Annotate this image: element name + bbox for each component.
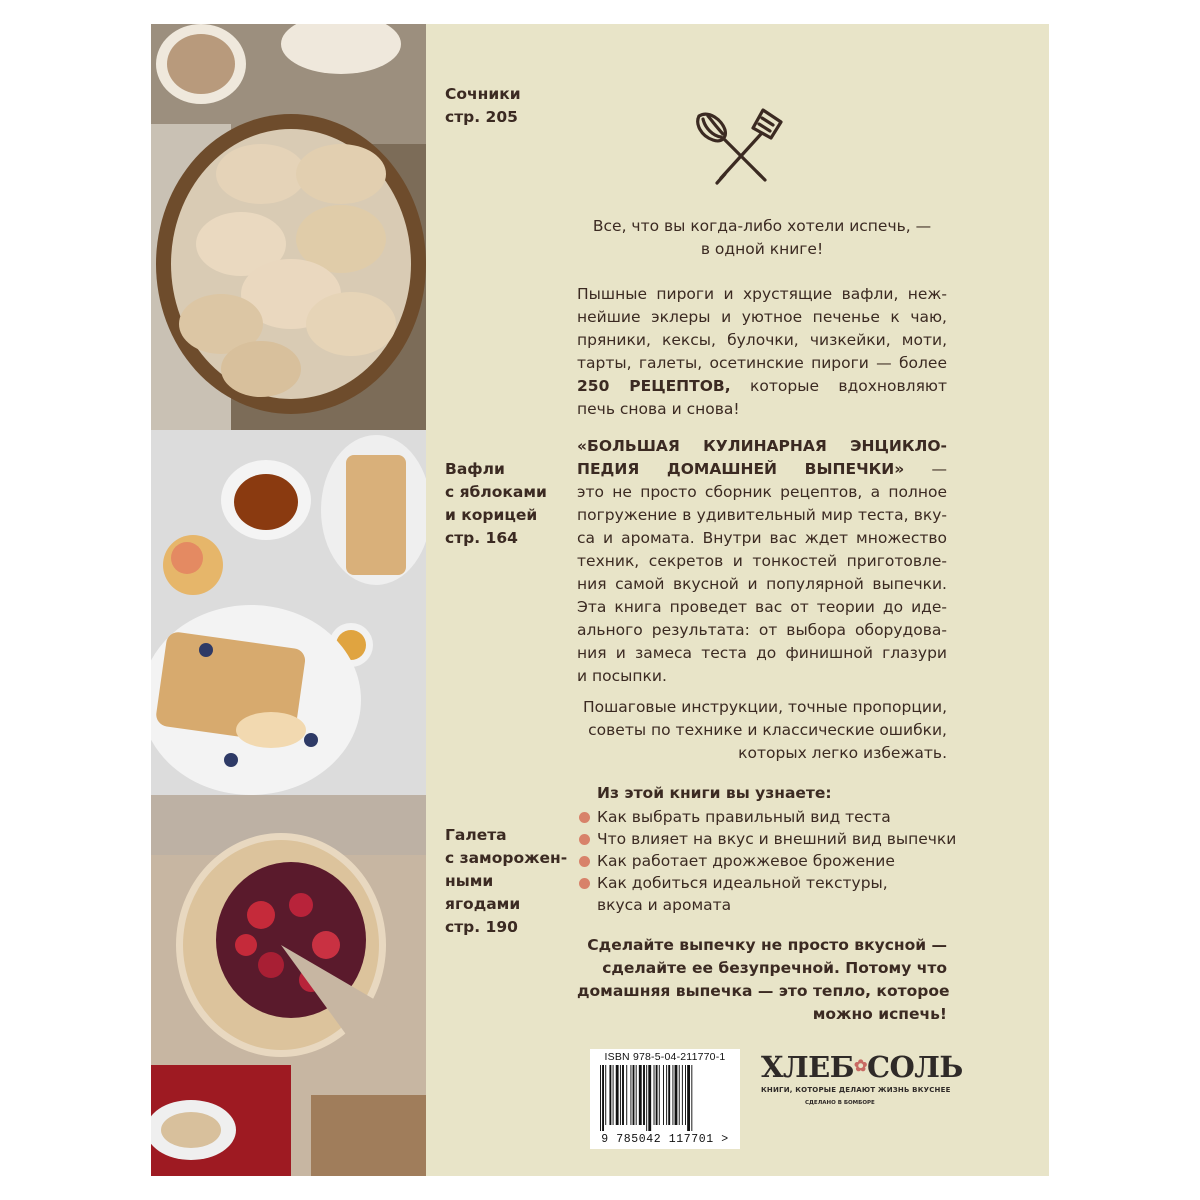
paragraph-instructions — [577, 696, 947, 765]
caption-line: Вафли — [445, 460, 505, 478]
closing-statement — [577, 934, 950, 1026]
text-line: и посыпки. — [577, 667, 667, 685]
caption-galette — [445, 824, 567, 939]
list-item-text: Как выбрать правильный вид теста — [597, 808, 891, 826]
publisher-logo — [761, 1050, 963, 1106]
caption-line: стр. 205 — [445, 108, 518, 126]
learn-list — [577, 806, 957, 916]
caption-line: ными — [445, 872, 494, 890]
text-line: погружение в удивительный мир теста, вку- — [577, 506, 947, 524]
isbn-barcode — [590, 1049, 740, 1149]
photo-galette — [151, 795, 426, 1176]
text-line: са и аромата. Внутри вас ждет множество — [577, 529, 947, 547]
text-line: это не просто сборник рецептов, а полное — [577, 483, 947, 501]
text-line: ального результата: от выбора оборудова- — [577, 621, 947, 639]
text-line: сделайте ее безупречной. Потому что — [602, 959, 947, 977]
text-line: Эта книга проведет вас от теории до иде- — [577, 598, 947, 616]
book-title-part: «БОЛЬШАЯ КУЛИНАРНАЯ ЭНЦИКЛО- — [577, 437, 947, 455]
caption-line: с яблоками — [445, 483, 547, 501]
caption-syrniki — [445, 83, 521, 129]
publisher-imprint: СДЕЛАНО В БОМБОРЕ — [805, 1100, 875, 1106]
publisher-wordmark — [761, 1050, 963, 1084]
book-back-cover — [151, 24, 1049, 1176]
text-line: Пошаговые инструкции, точные пропорции, — [582, 698, 947, 716]
publisher-tagline: КНИГИ, КОТОРЫЕ ДЕЛАЮТ ЖИЗНЬ ВКУСНЕЕ — [761, 1086, 951, 1094]
caption-waffles — [445, 458, 547, 550]
isbn-number: ISBN 978-5-04-211770-1 — [604, 1051, 726, 1063]
caption-line: с заморожен- — [445, 849, 568, 867]
text-line: ния и замеса теста до финишной глазури — [577, 644, 947, 662]
text-line: печь снова и снова! — [577, 400, 740, 418]
bullet-dot — [579, 878, 590, 889]
photo-pastries — [151, 24, 426, 430]
flower-icon: ✿ — [854, 1056, 867, 1075]
text-line: Сделайте выпечку не просто вкусной — — [587, 936, 947, 954]
wordmark-part: СОЛЬ — [866, 1050, 963, 1084]
text-fragment: — — [904, 460, 947, 478]
whisk-and-spatula-icon — [691, 104, 791, 189]
list-item-text: вкуса и аромата — [597, 896, 732, 914]
list-item — [577, 828, 957, 850]
bullet-dot — [579, 834, 590, 845]
barcode-digits: 9 785042 117701 > — [601, 1133, 729, 1146]
text-line — [577, 458, 947, 481]
text-line: можно испечь! — [812, 1005, 947, 1023]
wordmark-part: ХЛЕБ — [761, 1050, 855, 1084]
intro-line: Все, что вы когда-либо хотели испечь, — — [592, 217, 932, 235]
paragraph-encyclopedia — [577, 435, 947, 688]
photo-waffles — [151, 430, 426, 795]
learn-list-title: Из этой книги вы узнаете: — [597, 784, 832, 802]
text-line: ния самой вкусной и популярной выпечки. — [577, 575, 947, 593]
text-line — [577, 435, 947, 458]
barcode-bars — [598, 1065, 732, 1131]
text-line: нейшие эклеры и уютное печенье к чаю, — [577, 308, 947, 326]
text-line: техник, секретов и тонкостей приготовле- — [577, 552, 947, 570]
bullet-dot — [579, 856, 590, 867]
caption-line: Сочники — [445, 85, 521, 103]
text-fragment: которые вдохновляют — [730, 377, 947, 395]
text-line — [577, 375, 947, 398]
text-line: тарты, галеты, осетинские пироги — более — [577, 354, 947, 372]
text-line: Пышные пироги и хрустящие вафли, неж- — [577, 285, 947, 303]
book-title-part: ПЕДИЯ ДОМАШНЕЙ ВЫПЕЧКИ» — [577, 460, 905, 478]
paragraph-recipes — [577, 283, 947, 421]
list-item — [577, 806, 957, 828]
caption-line: стр. 164 — [445, 529, 518, 547]
caption-line: стр. 190 — [445, 918, 518, 936]
text-line: пряники, кексы, булочки, чизкейки, моти, — [577, 331, 947, 349]
intro-line: в одной книге! — [700, 240, 824, 258]
text-line: которых легко избежать. — [738, 744, 947, 762]
list-item — [577, 872, 957, 916]
caption-line: Галета — [445, 826, 507, 844]
list-item-text: Что влияет на вкус и внешний вид выпечки — [597, 830, 957, 848]
recipe-count: 250 РЕЦЕПТОВ, — [577, 377, 731, 395]
bullet-dot — [579, 812, 590, 823]
intro-text — [577, 215, 947, 261]
list-item-text: Как работает дрожжевое брожение — [597, 852, 895, 870]
list-item — [577, 850, 957, 872]
list-item-text: Как добиться идеальной текстуры, — [597, 874, 888, 892]
caption-line: ягодами — [445, 895, 521, 913]
text-line: советы по технике и классические ошибки, — [588, 721, 947, 739]
text-line: домашняя выпечка — это тепло, которое — [577, 982, 950, 1000]
caption-line: и корицей — [445, 506, 538, 524]
